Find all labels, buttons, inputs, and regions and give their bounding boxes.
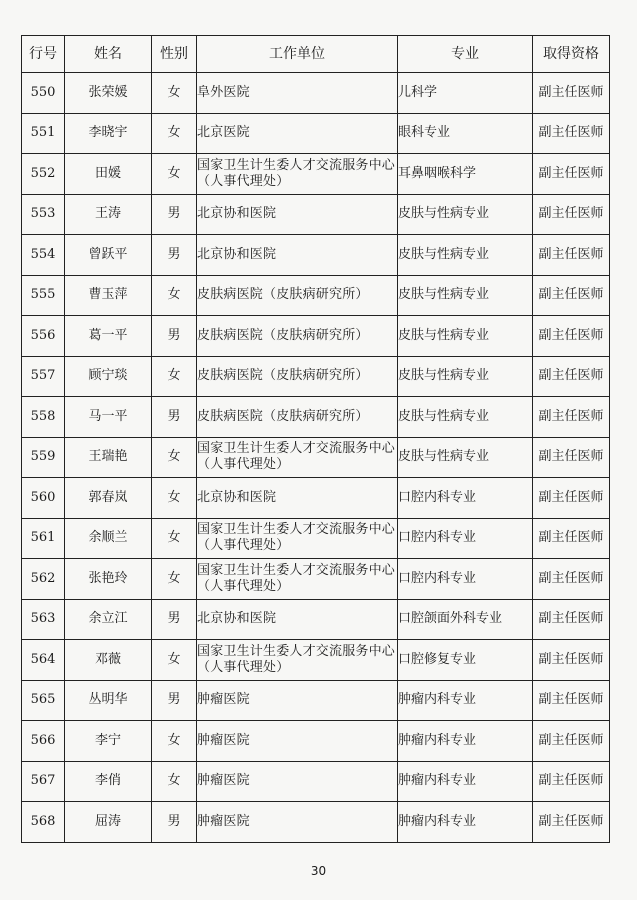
cell-row-no: 559 (22, 437, 65, 478)
header-unit: 工作单位 (197, 36, 398, 73)
cell-sex: 女 (152, 73, 197, 114)
cell-sex: 女 (152, 559, 197, 600)
cell-unit: 北京协和医院 (197, 235, 398, 276)
cell-name: 张艳玲 (65, 559, 152, 600)
cell-row-no: 556 (22, 316, 65, 357)
cell-name: 曹玉萍 (65, 275, 152, 316)
cell-major: 皮肤与性病专业 (398, 356, 533, 397)
page-number: 30 (310, 864, 327, 878)
cell-sex: 女 (152, 356, 197, 397)
table-row (22, 802, 610, 843)
cell-sex: 女 (152, 478, 197, 519)
cell-major: 皮肤与性病专业 (398, 194, 533, 235)
table-body (22, 73, 610, 843)
cell-major: 皮肤与性病专业 (398, 397, 533, 438)
table-row (22, 559, 610, 600)
cell-qualification: 副主任医师 (533, 316, 610, 357)
cell-sex: 男 (152, 235, 197, 276)
cell-unit: 国家卫生计生委人才交流服务中心（人事代理处） (197, 640, 398, 681)
cell-unit: 北京协和医院 (197, 194, 398, 235)
cell-major: 口腔内科专业 (398, 559, 533, 600)
cell-qualification: 副主任医师 (533, 518, 610, 559)
cell-name: 余顺兰 (65, 518, 152, 559)
cell-major: 皮肤与性病专业 (398, 316, 533, 357)
cell-qualification: 副主任医师 (533, 478, 610, 519)
cell-name: 张荣媛 (65, 73, 152, 114)
cell-name: 邓薇 (65, 640, 152, 681)
header-name: 姓名 (65, 36, 152, 73)
cell-major: 口腔修复专业 (398, 640, 533, 681)
cell-unit: 国家卫生计生委人才交流服务中心（人事代理处） (197, 518, 398, 559)
cell-major: 皮肤与性病专业 (398, 437, 533, 478)
table-row (22, 721, 610, 762)
cell-qualification: 副主任医师 (533, 437, 610, 478)
cell-row-no: 552 (22, 154, 65, 195)
cell-name: 李俏 (65, 761, 152, 802)
cell-row-no: 564 (22, 640, 65, 681)
table-row (22, 640, 610, 681)
table-row (22, 518, 610, 559)
header-qualification: 取得资格 (533, 36, 610, 73)
header-major: 专业 (398, 36, 533, 73)
cell-unit: 皮肤病医院（皮肤病研究所） (197, 316, 398, 357)
cell-sex: 女 (152, 721, 197, 762)
cell-row-no: 563 (22, 599, 65, 640)
cell-major: 耳鼻咽喉科学 (398, 154, 533, 195)
cell-name: 顾宁琰 (65, 356, 152, 397)
cell-sex: 男 (152, 397, 197, 438)
table-row (22, 275, 610, 316)
cell-unit: 国家卫生计生委人才交流服务中心（人事代理处） (197, 437, 398, 478)
table-row (22, 316, 610, 357)
table-row (22, 599, 610, 640)
cell-row-no: 560 (22, 478, 65, 519)
table-row (22, 73, 610, 114)
cell-qualification: 副主任医师 (533, 802, 610, 843)
cell-sex: 男 (152, 599, 197, 640)
cell-name: 田媛 (65, 154, 152, 195)
cell-qualification: 副主任医师 (533, 761, 610, 802)
cell-unit: 皮肤病医院（皮肤病研究所） (197, 397, 398, 438)
cell-major: 口腔内科专业 (398, 518, 533, 559)
cell-qualification: 副主任医师 (533, 640, 610, 681)
header-sex: 性别 (152, 36, 197, 73)
cell-sex: 男 (152, 802, 197, 843)
cell-row-no: 555 (22, 275, 65, 316)
cell-unit: 肿瘤医院 (197, 680, 398, 721)
cell-sex: 女 (152, 113, 197, 154)
cell-unit: 肿瘤医院 (197, 761, 398, 802)
cell-major: 肿瘤内科专业 (398, 802, 533, 843)
cell-major: 口腔内科专业 (398, 478, 533, 519)
cell-qualification: 副主任医师 (533, 599, 610, 640)
cell-row-no: 568 (22, 802, 65, 843)
cell-row-no: 566 (22, 721, 65, 762)
cell-major: 肿瘤内科专业 (398, 761, 533, 802)
cell-unit: 国家卫生计生委人才交流服务中心（人事代理处） (197, 154, 398, 195)
cell-sex: 女 (152, 275, 197, 316)
cell-name: 李宁 (65, 721, 152, 762)
cell-qualification: 副主任医师 (533, 113, 610, 154)
cell-qualification: 副主任医师 (533, 397, 610, 438)
cell-sex: 男 (152, 680, 197, 721)
cell-major: 皮肤与性病专业 (398, 235, 533, 276)
cell-name: 王瑞艳 (65, 437, 152, 478)
cell-row-no: 557 (22, 356, 65, 397)
cell-unit: 皮肤病医院（皮肤病研究所） (197, 275, 398, 316)
cell-row-no: 550 (22, 73, 65, 114)
cell-unit: 国家卫生计生委人才交流服务中心（人事代理处） (197, 559, 398, 600)
cell-sex: 女 (152, 761, 197, 802)
cell-qualification: 副主任医师 (533, 680, 610, 721)
cell-unit: 肿瘤医院 (197, 802, 398, 843)
cell-unit: 肿瘤医院 (197, 721, 398, 762)
cell-qualification: 副主任医师 (533, 559, 610, 600)
table-row (22, 397, 610, 438)
table-row (22, 194, 610, 235)
cell-sex: 女 (152, 437, 197, 478)
cell-qualification: 副主任医师 (533, 154, 610, 195)
cell-name: 屈涛 (65, 802, 152, 843)
cell-row-no: 562 (22, 559, 65, 600)
table-row (22, 235, 610, 276)
cell-major: 眼科专业 (398, 113, 533, 154)
cell-unit: 北京协和医院 (197, 599, 398, 640)
table-row (22, 154, 610, 195)
cell-name: 马一平 (65, 397, 152, 438)
cell-row-no: 565 (22, 680, 65, 721)
cell-unit: 北京医院 (197, 113, 398, 154)
cell-name: 葛一平 (65, 316, 152, 357)
cell-qualification: 副主任医师 (533, 235, 610, 276)
cell-major: 肿瘤内科专业 (398, 721, 533, 762)
table-row (22, 113, 610, 154)
cell-name: 丛明华 (65, 680, 152, 721)
cell-row-no: 553 (22, 194, 65, 235)
cell-sex: 女 (152, 640, 197, 681)
cell-row-no: 561 (22, 518, 65, 559)
cell-qualification: 副主任医师 (533, 721, 610, 762)
cell-sex: 男 (152, 316, 197, 357)
cell-name: 李晓宇 (65, 113, 152, 154)
qualification-table (21, 35, 610, 843)
header-row-no: 行号 (22, 36, 65, 73)
table-row (22, 356, 610, 397)
cell-name: 王涛 (65, 194, 152, 235)
cell-name: 郭春岚 (65, 478, 152, 519)
cell-major: 口腔颌面外科专业 (398, 599, 533, 640)
header-row (22, 36, 610, 73)
cell-major: 皮肤与性病专业 (398, 275, 533, 316)
cell-unit: 阜外医院 (197, 73, 398, 114)
cell-sex: 女 (152, 518, 197, 559)
table-row (22, 478, 610, 519)
table-row (22, 437, 610, 478)
cell-row-no: 554 (22, 235, 65, 276)
cell-name: 曾跃平 (65, 235, 152, 276)
cell-row-no: 567 (22, 761, 65, 802)
cell-sex: 男 (152, 194, 197, 235)
cell-row-no: 551 (22, 113, 65, 154)
cell-unit: 皮肤病医院（皮肤病研究所） (197, 356, 398, 397)
cell-major: 肿瘤内科专业 (398, 680, 533, 721)
cell-unit: 北京协和医院 (197, 478, 398, 519)
cell-qualification: 副主任医师 (533, 73, 610, 114)
cell-sex: 女 (152, 154, 197, 195)
table-row (22, 761, 610, 802)
table-row (22, 680, 610, 721)
cell-qualification: 副主任医师 (533, 275, 610, 316)
cell-row-no: 558 (22, 397, 65, 438)
cell-qualification: 副主任医师 (533, 356, 610, 397)
cell-qualification: 副主任医师 (533, 194, 610, 235)
cell-name: 余立江 (65, 599, 152, 640)
cell-major: 儿科学 (398, 73, 533, 114)
